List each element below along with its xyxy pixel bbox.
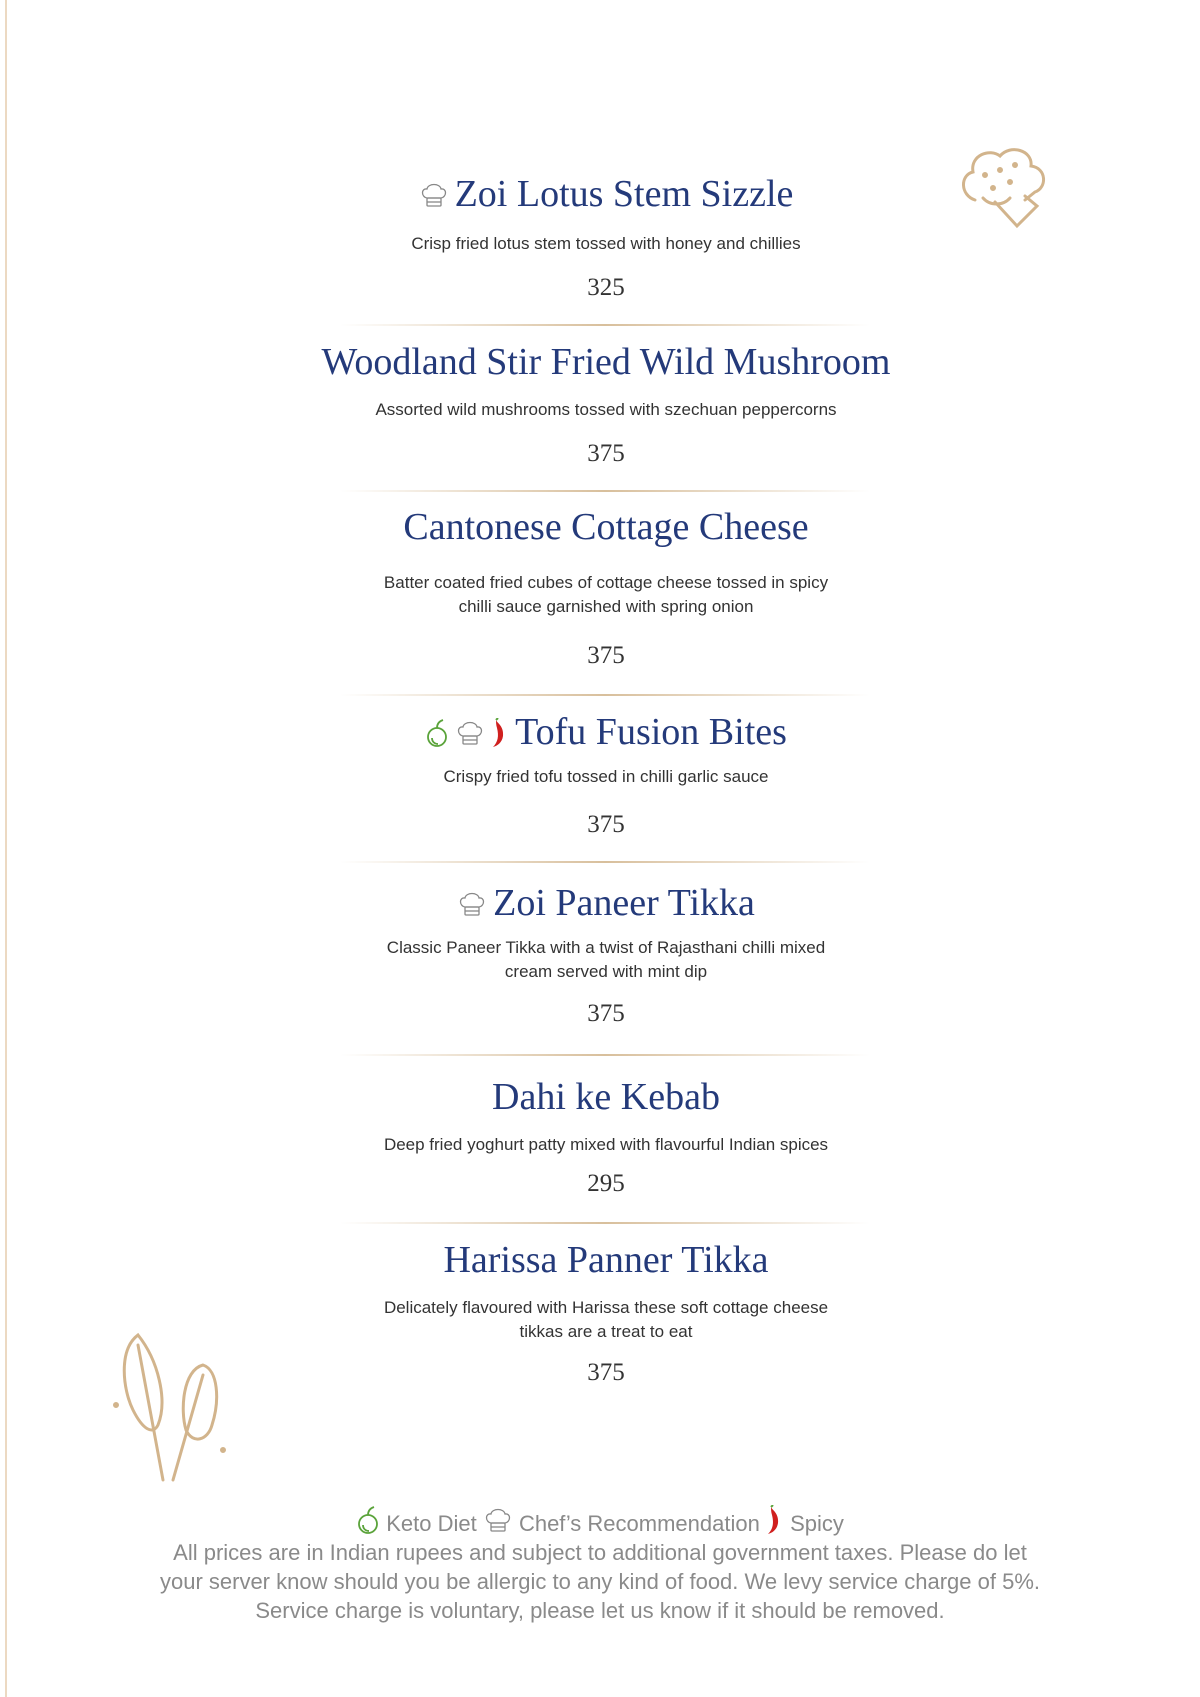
description-line: chilli sauce garnished with spring onion (458, 597, 754, 616)
dish-name: Woodland Stir Fried Wild Mushroom (321, 341, 891, 383)
legend-keto: Keto Diet (386, 1511, 477, 1536)
footer (100, 1505, 1100, 1625)
dish-price: 325 (587, 274, 625, 301)
divider (340, 861, 870, 863)
chef-hat-icon (483, 1511, 513, 1536)
cauliflower-icon (955, 140, 1051, 230)
dish-name: Harissa Panner Tikka (443, 1239, 769, 1281)
chef-hat-icon (457, 882, 493, 924)
dish-name: Zoi Paneer Tikka (493, 882, 755, 924)
dish-name: Cantonese Cottage Cheese (403, 506, 809, 548)
dish-title (300, 881, 912, 925)
dish-price: 375 (587, 642, 625, 669)
chef-hat-icon (455, 711, 491, 753)
chilli-icon (766, 1511, 784, 1536)
chef-hat-icon (419, 173, 455, 215)
page-edge-line (5, 0, 7, 1697)
dish-description (300, 398, 912, 422)
icon-legend (100, 1505, 1100, 1538)
footer-line-1: All prices are in Indian rupees and subject to additional government taxes. Please do let (173, 1540, 1027, 1565)
divider (340, 324, 870, 326)
legend-spicy: Spicy (790, 1511, 844, 1536)
keto-icon (356, 1511, 380, 1536)
dish-name: Zoi Lotus Stem Sizzle (454, 173, 794, 215)
divider (340, 1054, 870, 1056)
description-line: Deep fried yoghurt patty mixed with flavourful Indian spices (383, 1135, 829, 1154)
divider (340, 694, 870, 696)
dish-name: Dahi ke Kebab (492, 1076, 720, 1118)
chilli-icon (491, 711, 515, 753)
description-line: Assorted wild mushrooms tossed with szechuan peppercorns (375, 400, 837, 419)
description-line: Delicately flavoured with Harissa these soft cottage cheese (383, 1298, 829, 1317)
dish-title (300, 172, 912, 216)
description-line: cream served with mint dip (504, 962, 708, 981)
dish-price: 295 (587, 1170, 625, 1197)
leaves-icon (108, 1330, 238, 1482)
dish-description (300, 936, 912, 984)
dish-title (300, 505, 912, 549)
dish-description (300, 232, 912, 256)
keto-icon (425, 711, 455, 753)
dish-title (300, 1238, 912, 1282)
legend-chef: Chef’s Recommendation (518, 1511, 760, 1536)
description-line: Crisp fried lotus stem tossed with honey and chillies (411, 234, 801, 253)
description-line: Batter coated fried cubes of cottage cheese tossed in spicy (383, 573, 829, 592)
dish-description (300, 1296, 912, 1344)
footer-line-3: Service charge is voluntary, please let us know if it should be removed. (255, 1598, 945, 1623)
dish-price: 375 (587, 440, 625, 467)
dish-description (300, 571, 912, 619)
description-line: tikkas are a treat to eat (519, 1322, 693, 1341)
dish-title (300, 710, 912, 754)
dish-description (300, 1133, 912, 1157)
divider (340, 490, 870, 492)
dish-description (300, 765, 912, 789)
dish-name: Tofu Fusion Bites (515, 711, 787, 753)
dish-price: 375 (587, 1000, 625, 1027)
description-line: Classic Paneer Tikka with a twist of Rajasthani chilli mixed (386, 938, 826, 957)
dish-title (300, 1075, 912, 1119)
dish-price: 375 (587, 811, 625, 838)
footer-line-2: your server know should you be allergic to any kind of food. We levy service charge of 5%. (159, 1569, 1041, 1594)
dish-price: 375 (587, 1359, 625, 1386)
dish-title (300, 340, 912, 384)
description-line: Crispy fried tofu tossed in chilli garlic sauce (443, 767, 769, 786)
divider (340, 1222, 870, 1224)
